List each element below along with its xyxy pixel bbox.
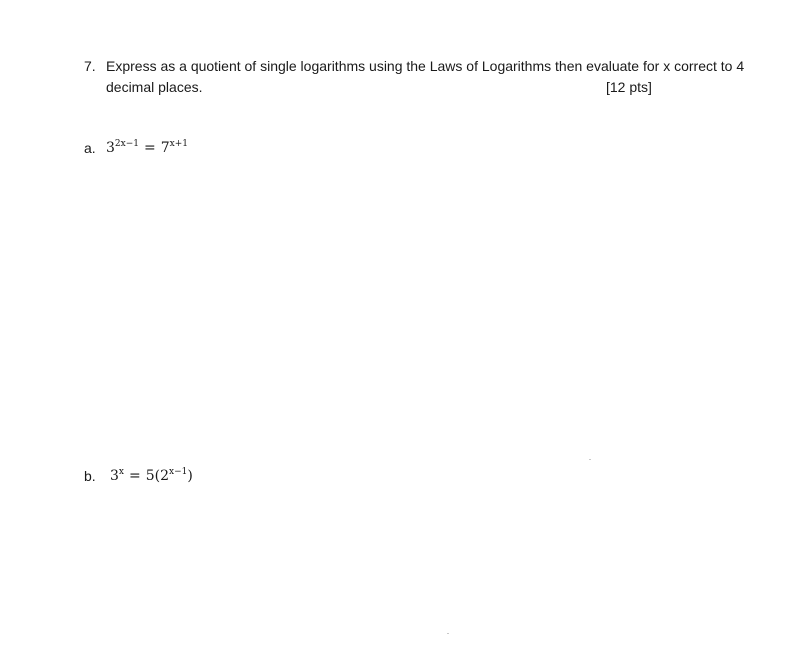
part-a-equation: [106, 138, 188, 158]
part-b-lhs-exponent: x: [118, 467, 124, 477]
question-text-line1: Express as a quotient of single logarithms using the Laws of Logarithms then evaluate for x correct to 4: [106, 58, 745, 74]
part-b-lhs-base: 3: [110, 468, 119, 484]
question-text-line2: decimal places.: [106, 79, 203, 95]
part-a-equals: =: [144, 140, 156, 156]
part-b-rhs-base: 2: [160, 468, 170, 484]
part-b-equals: =: [129, 468, 141, 484]
part-a-rhs-exponent: x+1: [169, 139, 188, 149]
part-b-rhs-exponent: x−1: [169, 467, 188, 477]
part-b-equation: [110, 466, 193, 486]
part-a-rhs-base: 7: [160, 140, 170, 156]
part-a-label: a.: [84, 140, 96, 156]
part-a-lhs-base: 3: [106, 140, 115, 156]
part-b-rhs-coefficient: 5(: [145, 468, 161, 484]
question-number: 7.: [84, 58, 96, 74]
scan-speck: [447, 633, 449, 634]
question-points: [12 pts]: [606, 79, 652, 95]
part-a-lhs-exponent: 2x−1: [114, 139, 139, 149]
part-b-label: b.: [84, 468, 96, 484]
scan-speck: [589, 459, 591, 460]
part-b-rhs-close: ): [187, 468, 193, 484]
